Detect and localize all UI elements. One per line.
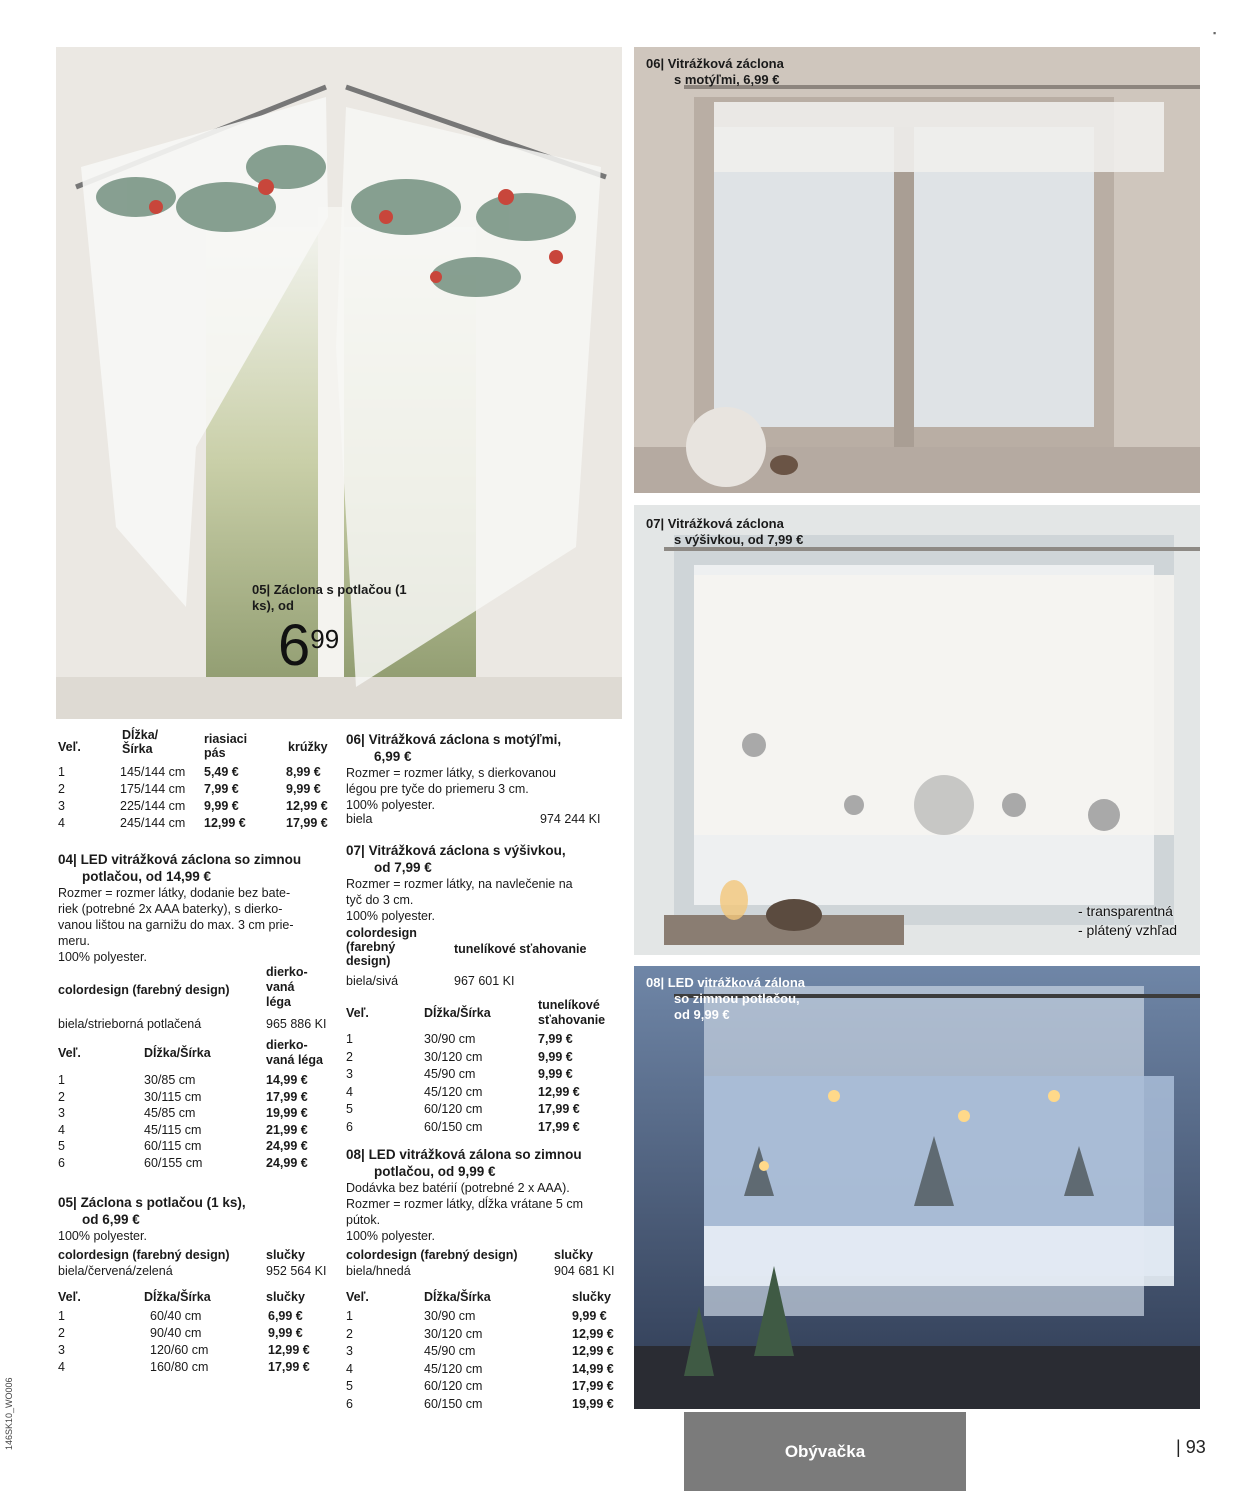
caption-text: Záclona s potlačou (1 ks), od: [252, 582, 407, 613]
item05-color-value: biela/červená/zelená: [58, 1264, 173, 1278]
table-header: dierko- vaná léga: [266, 1038, 323, 1067]
item-description: Dodávka bez batérií (potrebné 2 x AAA). Rozmer = rozmer látky, dĺžka vrátane 5 cm pútok. 100% polyester.: [346, 1181, 583, 1243]
side-code: 146SK10_WO006: [4, 1377, 14, 1450]
table-header: Veľ.: [58, 1046, 81, 1060]
table-header: riasiaci pás: [204, 732, 248, 760]
page-number: | 93: [1176, 1437, 1206, 1457]
item08-col-header: slučky: [554, 1248, 593, 1262]
table-cell: 2: [58, 1326, 65, 1340]
table-cell: 9,99 €: [286, 782, 321, 796]
table-cell: 6: [346, 1119, 353, 1134]
caption-number: 05: [252, 582, 267, 597]
table-cell: 60/120 cm: [424, 1379, 483, 1393]
item-title-2: 6,99 €: [374, 749, 412, 764]
item-number: 04: [58, 852, 74, 867]
table-cell: 17,99 €: [266, 1089, 308, 1104]
table-cell: 7,99 €: [538, 1032, 573, 1046]
table-cell: 60/115 cm: [144, 1139, 202, 1153]
item04-color-value: biela/strieborná potlačená: [58, 1017, 202, 1031]
item06-code: 974 244 KI: [540, 812, 601, 826]
table-cell: 30/120 cm: [424, 1049, 483, 1064]
table-cell: 1: [58, 1073, 65, 1087]
caption-number: 06: [646, 56, 661, 71]
table-cell: 9,99 €: [538, 1049, 573, 1064]
table-cell: 6,99 €: [268, 1309, 303, 1323]
caption-line1: Vitrážková záclona: [667, 516, 784, 531]
item-title: Vitrážková záclona s výšivkou,: [368, 843, 566, 858]
table-cell: 175/144 cm: [120, 782, 186, 796]
table-cell: 4: [58, 816, 65, 830]
item-title-2: od 6,99 €: [82, 1212, 140, 1227]
table-cell: 1: [346, 1032, 353, 1046]
feature-item: - plátený vzhľad: [1078, 922, 1178, 938]
table-cell: 60/120 cm: [424, 1102, 483, 1116]
table-cell: 145/144 cm: [120, 765, 186, 779]
item06-color-value: biela: [346, 812, 373, 826]
price-05: [278, 613, 340, 678]
table-cell: 9,99 €: [204, 799, 239, 813]
table-cell: 5: [58, 1139, 65, 1153]
table-cell: 12,99 €: [572, 1344, 614, 1358]
caption-05: 05| Záclona s potlačou (1 ks), od: [252, 582, 407, 613]
table-cell: 30/85 cm: [144, 1073, 196, 1087]
table-cell: 1: [346, 1309, 353, 1323]
caption-line1: LED vitrážková zálona: [667, 975, 805, 990]
table-cell: 12,99 €: [204, 816, 246, 830]
item-08: 08| LED vitrážková zálona so zimnou potlačou, od 9,99 € Dodávka bez batérií (potrebné 2 x AAA). Rozmer = rozmer látky, dĺžka vrátane 5 cm pútok. 100% polyester.: [346, 1146, 626, 1244]
table-cell: 4: [346, 1361, 353, 1376]
table-header: Dĺžka/ Šírka: [122, 728, 159, 756]
table-cell: 60/150 cm: [424, 1119, 483, 1134]
feature-item: - transparentná: [1078, 903, 1173, 919]
item07-code: 967 601 KI: [454, 974, 515, 988]
table-cell: 9,99 €: [538, 1067, 573, 1081]
table-cell: 12,99 €: [572, 1326, 614, 1341]
top-marker: ▪: [1213, 28, 1217, 38]
table-cell: 12,99 €: [286, 799, 328, 813]
table-cell: 9,99 €: [268, 1326, 303, 1340]
table-cell: 30/115 cm: [144, 1089, 202, 1104]
item-05: 05| Záclona s potlačou (1 ks), od 6,99 € 100% polyester.: [58, 1194, 343, 1244]
item-title: LED vitrážková zálona so zimnou: [368, 1147, 582, 1162]
item-title: Vitrážková záclona s motýľmi,: [368, 732, 562, 747]
caption-line2: s motýľmi, 6,99 €: [674, 72, 780, 87]
caption-line2: s výšivkou, od 7,99 €: [674, 532, 804, 547]
table-header: krúžky: [288, 740, 328, 754]
item04-col-header: dierko- vaná léga: [266, 965, 308, 1009]
table-header: tunelíkové sťahovanie: [538, 998, 606, 1027]
caption-line3: od 9,99 €: [674, 1007, 730, 1022]
table-cell: 14,99 €: [266, 1073, 308, 1087]
table-cell: 45/85 cm: [144, 1106, 196, 1120]
item-title: Záclona s potlačou (1 ks),: [80, 1195, 246, 1210]
item07-color-value: biela/sivá: [346, 974, 399, 988]
section-label: Obývačka: [684, 1412, 966, 1491]
table-cell: 225/144 cm: [120, 799, 186, 813]
table-header: Veľ.: [58, 1290, 81, 1304]
table-cell: 4: [58, 1122, 65, 1137]
item05-color-header: colordesign (farebný design): [58, 1248, 230, 1262]
caption-number: 07: [646, 516, 661, 531]
table-cell: 3: [346, 1344, 353, 1358]
item08-color-value: biela/hnedá: [346, 1264, 411, 1278]
table-cell: 5,49 €: [204, 765, 239, 779]
table-cell: 17,99 €: [268, 1360, 310, 1374]
table-cell: 6: [58, 1155, 65, 1170]
item-description: Rozmer = rozmer látky, na navlečenie na tyč do 3 cm. 100% polyester.: [346, 877, 573, 923]
table-header: Dĺžka/Šírka: [144, 1290, 211, 1304]
price-cents: 99: [310, 624, 340, 654]
caption-08: 08| LED vitrážková zálona so zimnou potlačou, od 9,99 €: [646, 975, 846, 1023]
photo-curtain-08: [634, 966, 1200, 1409]
table-cell: 60/150 cm: [424, 1396, 483, 1411]
table-cell: 8,99 €: [286, 765, 321, 779]
table-cell: 45/90 cm: [424, 1067, 476, 1081]
item-number: 08: [346, 1147, 362, 1162]
table-cell: 7,99 €: [204, 782, 239, 796]
caption-06: 06| Vitrážková záclona s motýľmi, 6,99 €: [646, 56, 846, 88]
table-cell: 45/90 cm: [424, 1344, 476, 1358]
table-cell: 2: [346, 1049, 353, 1064]
caption-line2: so zimnou potlačou,: [674, 991, 800, 1006]
item05-code: 952 564 KI: [266, 1264, 327, 1278]
table-header: slučky: [266, 1290, 305, 1304]
item-07: 07| Vitrážková záclona s výšivkou, od 7,99 € Rozmer = rozmer látky, na navlečenie na tyč do 3 cm. 100% polyester.: [346, 842, 626, 924]
table-cell: 4: [346, 1084, 353, 1099]
table-cell: 24,99 €: [266, 1155, 308, 1170]
item04-code: 965 886 KI: [266, 1017, 327, 1031]
caption-number: 08: [646, 975, 661, 990]
table-cell: 2: [58, 1089, 65, 1104]
item08-code: 904 681 KI: [554, 1264, 615, 1278]
table-cell: 3: [58, 799, 65, 813]
table-cell: 45/120 cm: [424, 1084, 483, 1099]
table-header: Veľ.: [58, 740, 81, 754]
item05-col-header: slučky: [266, 1248, 305, 1262]
table-cell: 120/60 cm: [150, 1343, 209, 1357]
photo-curtain-07: [634, 505, 1200, 955]
item07-color-header: colordesign (farebný design): [346, 926, 417, 968]
table-header: Dĺžka/Šírka: [424, 1006, 491, 1020]
table-cell: 30/120 cm: [424, 1326, 483, 1341]
table-cell: 24,99 €: [266, 1139, 308, 1153]
table-cell: 17,99 €: [572, 1379, 614, 1393]
feature-list-07: [1078, 902, 1177, 940]
table-header: Veľ.: [346, 1006, 369, 1020]
table-cell: 3: [58, 1343, 65, 1357]
photo-curtain-06: [634, 47, 1200, 493]
table-cell: 30/90 cm: [424, 1032, 476, 1046]
item-04: 04| LED vitrážková záclona so zimnou potlačou, od 14,99 € Rozmer = rozmer látky, dodanie bez bate- riek (potrebné 2x AAA baterky), s dierko- vanou lištou na garnižu do max. 3 cm prie- meru. 100% polyester.: [58, 851, 343, 965]
table-cell: 3: [346, 1067, 353, 1081]
table-cell: 245/144 cm: [120, 816, 186, 830]
table-cell: 90/40 cm: [150, 1326, 202, 1340]
table-cell: 30/90 cm: [424, 1309, 476, 1323]
table-cell: 60/155 cm: [144, 1155, 203, 1170]
item-06: 06| Vitrážková záclona s motýľmi, 6,99 € Rozmer = rozmer látky, s dierkovanou légou pre tyče do priemeru 3 cm. 100% polyester.: [346, 731, 626, 813]
item-title-2: potlačou, od 9,99 €: [374, 1164, 496, 1179]
item-description: Rozmer = rozmer látky, dodanie bez bate- riek (potrebné 2x AAA baterky), s dierko- vanou lištou na garnižu do max. 3 cm prie- meru. 100% polyester.: [58, 886, 294, 964]
item-description: 100% polyester.: [58, 1229, 147, 1243]
item-title: LED vitrážková záclona so zimnou: [80, 852, 302, 867]
table-cell: 5: [346, 1102, 353, 1116]
item04-color-header: colordesign (farebný design): [58, 983, 230, 997]
table-cell: 9,99 €: [572, 1309, 607, 1323]
table-header: Dĺžka/Šírka: [144, 1046, 211, 1060]
item-number: 05: [58, 1195, 74, 1210]
price-main: 6: [278, 613, 311, 678]
table-cell: 1: [58, 765, 65, 779]
table-cell: 17,99 €: [286, 816, 328, 830]
table-cell: 14,99 €: [572, 1361, 614, 1376]
table-cell: 19,99 €: [572, 1396, 614, 1411]
table-cell: 12,99 €: [538, 1084, 580, 1099]
item07-col-header: tunelíkové sťahovanie: [454, 942, 587, 956]
table-cell: 4: [58, 1360, 65, 1374]
table-header: slučky: [572, 1290, 611, 1304]
page-number-value: 93: [1185, 1437, 1206, 1457]
item-title-2: potlačou, od 14,99 €: [82, 869, 212, 884]
item-number: 07: [346, 843, 362, 858]
table-cell: 17,99 €: [538, 1102, 580, 1116]
table-cell: 3: [58, 1106, 65, 1120]
table-cell: 45/115 cm: [144, 1122, 202, 1137]
item-description: Rozmer = rozmer látky, s dierkovanou légou pre tyče do priemeru 3 cm. 100% polyester.: [346, 766, 556, 812]
table-cell: 160/80 cm: [150, 1360, 209, 1374]
table-cell: 12,99 €: [268, 1343, 310, 1357]
table-cell: 60/40 cm: [150, 1309, 202, 1323]
table-cell: 5: [346, 1379, 353, 1393]
table-header: Dĺžka/Šírka: [424, 1290, 491, 1304]
table-cell: 2: [58, 782, 65, 796]
caption-07: 07| Vitrážková záclona s výšivkou, od 7,99 €: [646, 516, 846, 548]
item08-color-header: colordesign (farebný design): [346, 1248, 518, 1262]
table-cell: 45/120 cm: [424, 1361, 483, 1376]
item-title-2: od 7,99 €: [374, 860, 432, 875]
item-number: 06: [346, 732, 362, 747]
table-header: Veľ.: [346, 1290, 369, 1304]
caption-line1: Vitrážková záclona: [667, 56, 784, 71]
table-cell: 17,99 €: [538, 1119, 580, 1134]
table-cell: 21,99 €: [266, 1122, 308, 1137]
table-cell: 6: [346, 1396, 353, 1411]
table-cell: 19,99 €: [266, 1106, 308, 1120]
table-cell: 1: [58, 1309, 65, 1323]
table-cell: 2: [346, 1326, 353, 1341]
table-top: [58, 728, 348, 836]
